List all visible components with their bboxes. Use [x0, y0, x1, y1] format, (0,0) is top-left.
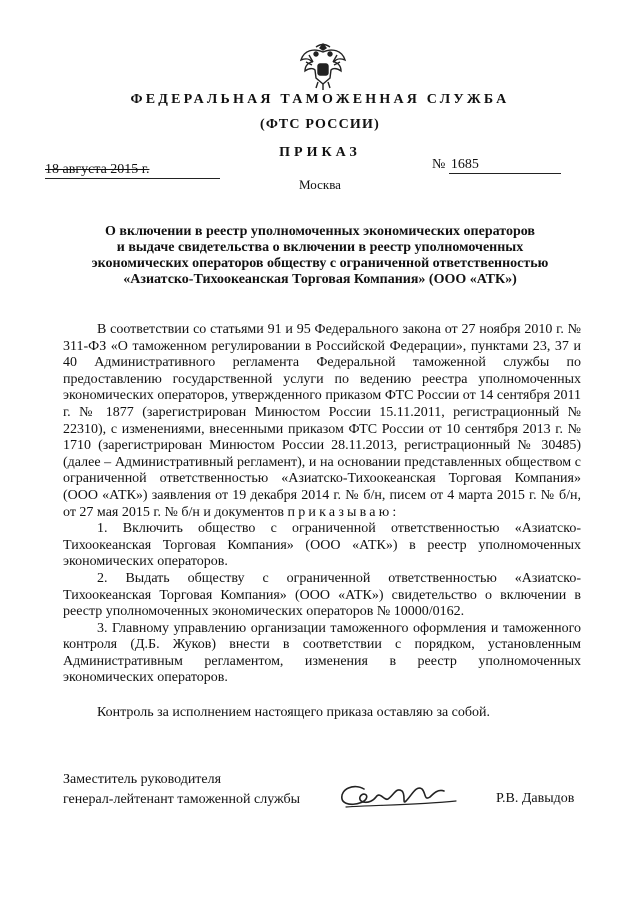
number-sign: №	[432, 157, 446, 172]
agency-name: ФЕДЕРАЛЬНАЯ ТАМОЖЕННАЯ СЛУЖБА	[130, 92, 510, 107]
order-number	[432, 157, 561, 174]
order-item-3: 3. Главному управлению организации таможенного оформления и таможенного контроля (Д.Б. Жуков) внести в соответствии с порядком, установленным Административным регламентом, изменения в реестр уполномоченных экономических операторов.	[63, 620, 581, 686]
signer-position-line: Заместитель руководителя	[63, 772, 222, 787]
order-item-2: 2. Выдать обществу с ограниченной ответственностью «Азиатско-Тихоокеанская Торговая Компания» (ООО «АТК») свидетельство о включении в реестр уполномоченных экономических операторов № 10000/0162.	[63, 570, 581, 620]
title-line: и выдаче свидетельства о включении в реестр уполномоченных	[116, 240, 524, 255]
directive-word: приказываю:	[287, 504, 400, 520]
city: Москва	[299, 177, 341, 192]
agency-short-name: (ФТС РОССИИ)	[260, 117, 380, 132]
control-paragraph: Контроль за исполнением настоящего приказа оставляю за собой.	[97, 705, 491, 721]
order-date: 18 августа 2015 г.	[45, 162, 220, 179]
document-type: ПРИКАЗ	[279, 145, 361, 160]
title-line: экономических операторов обществу с ограниченной ответственностью	[91, 256, 549, 271]
preamble-paragraph	[63, 322, 581, 521]
signer-name: Р.В. Давыдов	[496, 791, 575, 806]
order-item-1: 1. Включить общество с ограниченной ответственностью «Азиатско-Тихоокеанская Торговая Компания» (ООО «АТК») в реестр уполномоченных экономических операторов.	[63, 521, 581, 570]
handwritten-signature	[336, 775, 466, 817]
title-line: «Азиатско-Тихоокеанская Торговая Компания» (ООО «АТК»)	[123, 272, 517, 287]
order-number-value: 1685	[449, 157, 561, 174]
signer-position-line: генерал-лейтенант таможенной службы	[63, 792, 301, 807]
order-body	[63, 322, 581, 722]
state-emblem-icon	[296, 38, 350, 92]
order-title	[80, 224, 560, 288]
title-line: О включении в реестр уполномоченных экономических операторов	[105, 224, 535, 239]
signer-position	[63, 770, 300, 810]
preamble-text: В соответствии со статьями 91 и 95 Федерального закона от 27 ноября 2010 г. № 311-ФЗ «О таможенном регулировании в Российской Федерации», пунктами 23, 37 и 40 Административного регламента Федеральной таможенной службы по предоставлению государственной услуги по ведению реестра уполномоченных экономических операторов, утвержденного приказом ФТС России от 14 сентября 2011 г. № 1877 (зарегистрирован Минюстом России 15.11.2011, регистрационный № 22310), с изменениями, внесенными приказом ФТС России от 10 сентября 2013 г. № 1710 (зарегистрирован Минюстом России 28.11.2013, регистрационный № 30485) (далее – Административный регламент), и на основании представленных обществом с ограниченной ответственностью «Азиатско-Тихоокеанская Торговая Компания» (ООО «АТК») заявления от 19 декабря 2014 г. № б/н, писем от 4 марта 2015 г. № б/н, от 27 мая 2015 г. № б/н и документов	[63, 322, 581, 520]
